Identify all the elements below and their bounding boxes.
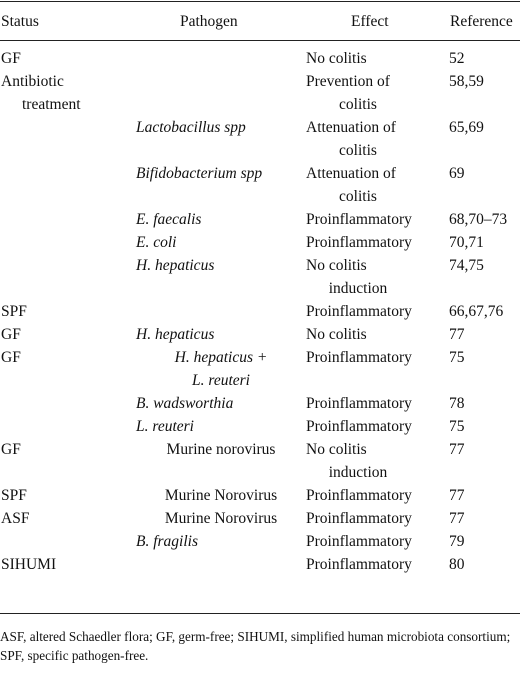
status-text: Antibiotic bbox=[1, 73, 64, 90]
effect-text: Proinflammatory bbox=[306, 556, 412, 573]
table-row bbox=[0, 415, 520, 438]
effect-text: Proinflammatory bbox=[306, 487, 412, 504]
table-body bbox=[0, 47, 520, 576]
table-row bbox=[0, 47, 520, 70]
cell-reference: 79 bbox=[449, 533, 465, 550]
cell-pathogen bbox=[136, 415, 306, 438]
effect-text: Proinflammatory bbox=[306, 510, 412, 527]
cell-effect bbox=[306, 231, 449, 254]
cell-reference: 78 bbox=[449, 395, 465, 412]
table-row bbox=[0, 507, 520, 530]
pathogen-text: B. wadsworthia bbox=[136, 395, 234, 412]
status-text: SPF bbox=[1, 487, 27, 504]
cell-status bbox=[0, 553, 136, 576]
table-row bbox=[0, 438, 520, 484]
header-pathogen: Pathogen bbox=[180, 13, 238, 30]
cell-pathogen bbox=[136, 530, 306, 553]
effect-text: Proinflammatory bbox=[306, 418, 412, 435]
cell-effect bbox=[306, 323, 449, 346]
cell-status bbox=[0, 346, 136, 392]
cell-pathogen bbox=[136, 438, 306, 484]
status-text: treatment bbox=[22, 96, 81, 113]
status-text: GF bbox=[1, 50, 21, 67]
cell-status bbox=[0, 530, 136, 553]
pathogen-text: H. hepaticus bbox=[136, 257, 215, 274]
cell-pathogen bbox=[136, 323, 306, 346]
cell-effect bbox=[306, 438, 449, 484]
cell-pathogen bbox=[136, 231, 306, 254]
pathogen-text: L. reuteri bbox=[136, 418, 194, 435]
cell-effect bbox=[306, 116, 449, 162]
cell-effect bbox=[306, 530, 449, 553]
effect-text: No colitis bbox=[306, 441, 367, 458]
cell-status bbox=[0, 484, 136, 507]
cell-status bbox=[0, 47, 136, 70]
cell-status bbox=[0, 392, 136, 415]
cell-effect bbox=[306, 346, 449, 392]
cell-status bbox=[0, 300, 136, 323]
pathogen-text: E. faecalis bbox=[136, 211, 202, 228]
cell-pathogen bbox=[136, 208, 306, 231]
cell-reference: 75 bbox=[449, 349, 465, 366]
cell-reference: 58,59 bbox=[449, 73, 484, 90]
pathogen-text: E. coli bbox=[136, 234, 177, 251]
effect-text: No colitis bbox=[306, 257, 367, 274]
cell-effect bbox=[306, 254, 449, 300]
cell-status bbox=[0, 162, 136, 208]
effect-text: Proinflammatory bbox=[306, 211, 412, 228]
header-effect: Effect bbox=[351, 13, 389, 30]
table-footnote: ASF, altered Schaedler flora; GF, germ-free; SIHUMI, simplified human microbiota consortium; SPF, specific pathogen-free. bbox=[0, 629, 511, 663]
cell-effect bbox=[306, 484, 449, 507]
cell-pathogen bbox=[136, 484, 306, 507]
effect-text: induction bbox=[328, 280, 388, 297]
pathogen-text: B. fragilis bbox=[136, 533, 199, 550]
status-text: ASF bbox=[1, 510, 30, 527]
effect-text: colitis bbox=[339, 96, 377, 113]
table-row bbox=[0, 323, 520, 346]
table-row bbox=[0, 231, 520, 254]
effect-text: Attenuation of bbox=[306, 165, 396, 182]
cell-status bbox=[0, 70, 136, 116]
cell-reference: 77 bbox=[449, 441, 465, 458]
cell-status bbox=[0, 323, 136, 346]
status-text: GF bbox=[1, 349, 21, 366]
cell-status bbox=[0, 208, 136, 231]
table-header-rule bbox=[0, 40, 520, 41]
table-top-rule bbox=[0, 1, 520, 2]
table-row bbox=[0, 553, 520, 576]
table-row bbox=[0, 70, 520, 116]
cell-status bbox=[0, 254, 136, 300]
effect-text: Attenuation of bbox=[306, 119, 396, 136]
cell-pathogen bbox=[136, 507, 306, 530]
effect-text: No colitis bbox=[306, 50, 367, 67]
cell-effect bbox=[306, 392, 449, 415]
cell-effect bbox=[306, 300, 449, 323]
effect-text: Proinflammatory bbox=[306, 303, 412, 320]
status-text: GF bbox=[1, 441, 21, 458]
effect-text: induction bbox=[328, 464, 388, 481]
cell-reference: 77 bbox=[449, 326, 465, 343]
table-row bbox=[0, 254, 520, 300]
data-table bbox=[0, 47, 520, 576]
cell-status bbox=[0, 507, 136, 530]
effect-text: colitis bbox=[339, 188, 377, 205]
cell-effect bbox=[306, 70, 449, 116]
cell-effect bbox=[306, 47, 449, 70]
cell-effect bbox=[306, 507, 449, 530]
cell-reference: 80 bbox=[449, 556, 465, 573]
table-row bbox=[0, 208, 520, 231]
effect-text: No colitis bbox=[306, 326, 367, 343]
cell-pathogen bbox=[136, 254, 306, 300]
cell-reference: 65,69 bbox=[449, 119, 484, 136]
header-status: Status bbox=[1, 13, 39, 30]
status-text: SPF bbox=[1, 303, 27, 320]
cell-pathogen bbox=[136, 162, 306, 208]
pathogen-text: Murine Norovirus bbox=[164, 487, 278, 504]
cell-pathogen bbox=[136, 346, 306, 392]
cell-reference: 68,70–73 bbox=[449, 211, 508, 228]
effect-text: Prevention of bbox=[306, 73, 390, 90]
cell-status bbox=[0, 231, 136, 254]
status-text: GF bbox=[1, 326, 21, 343]
cell-reference: 66,67,76 bbox=[449, 303, 504, 320]
cell-effect bbox=[306, 162, 449, 208]
cell-reference: 77 bbox=[449, 487, 465, 504]
cell-reference: 69 bbox=[449, 165, 465, 182]
pathogen-text: Murine Norovirus bbox=[164, 510, 278, 527]
pathogen-text: H. hepaticus + bbox=[174, 349, 268, 366]
cell-reference: 75 bbox=[449, 418, 465, 435]
table-row bbox=[0, 116, 520, 162]
cell-status bbox=[0, 438, 136, 484]
status-text: SIHUMI bbox=[1, 556, 57, 573]
effect-text: colitis bbox=[339, 142, 377, 159]
pathogen-text: H. hepaticus bbox=[136, 326, 215, 343]
cell-reference: 77 bbox=[449, 510, 465, 527]
cell-effect bbox=[306, 208, 449, 231]
cell-pathogen bbox=[136, 47, 306, 70]
cell-status bbox=[0, 116, 136, 162]
cell-pathogen bbox=[136, 300, 306, 323]
effect-text: Proinflammatory bbox=[306, 395, 412, 412]
cell-effect bbox=[306, 553, 449, 576]
pathogen-text: Bifidobacterium spp bbox=[136, 165, 263, 182]
table-bottom-rule bbox=[0, 613, 520, 614]
table-row bbox=[0, 484, 520, 507]
table-row bbox=[0, 346, 520, 392]
cell-pathogen bbox=[136, 70, 306, 116]
cell-effect bbox=[306, 415, 449, 438]
table-row bbox=[0, 162, 520, 208]
table-row bbox=[0, 530, 520, 553]
cell-status bbox=[0, 415, 136, 438]
cell-reference: 70,71 bbox=[449, 234, 484, 251]
cell-reference: 52 bbox=[449, 50, 465, 67]
effect-text: Proinflammatory bbox=[306, 349, 412, 366]
pathogen-text: L. reuteri bbox=[192, 372, 250, 389]
cell-pathogen bbox=[136, 116, 306, 162]
pathogen-text: Lactobacillus spp bbox=[136, 119, 246, 136]
table-row bbox=[0, 392, 520, 415]
effect-text: Proinflammatory bbox=[306, 234, 412, 251]
cell-reference: 74,75 bbox=[449, 257, 484, 274]
table-row bbox=[0, 300, 520, 323]
cell-pathogen bbox=[136, 392, 306, 415]
pathogen-text: Murine norovirus bbox=[166, 441, 276, 458]
header-reference: Reference bbox=[450, 13, 513, 30]
cell-pathogen bbox=[136, 553, 306, 576]
effect-text: Proinflammatory bbox=[306, 533, 412, 550]
